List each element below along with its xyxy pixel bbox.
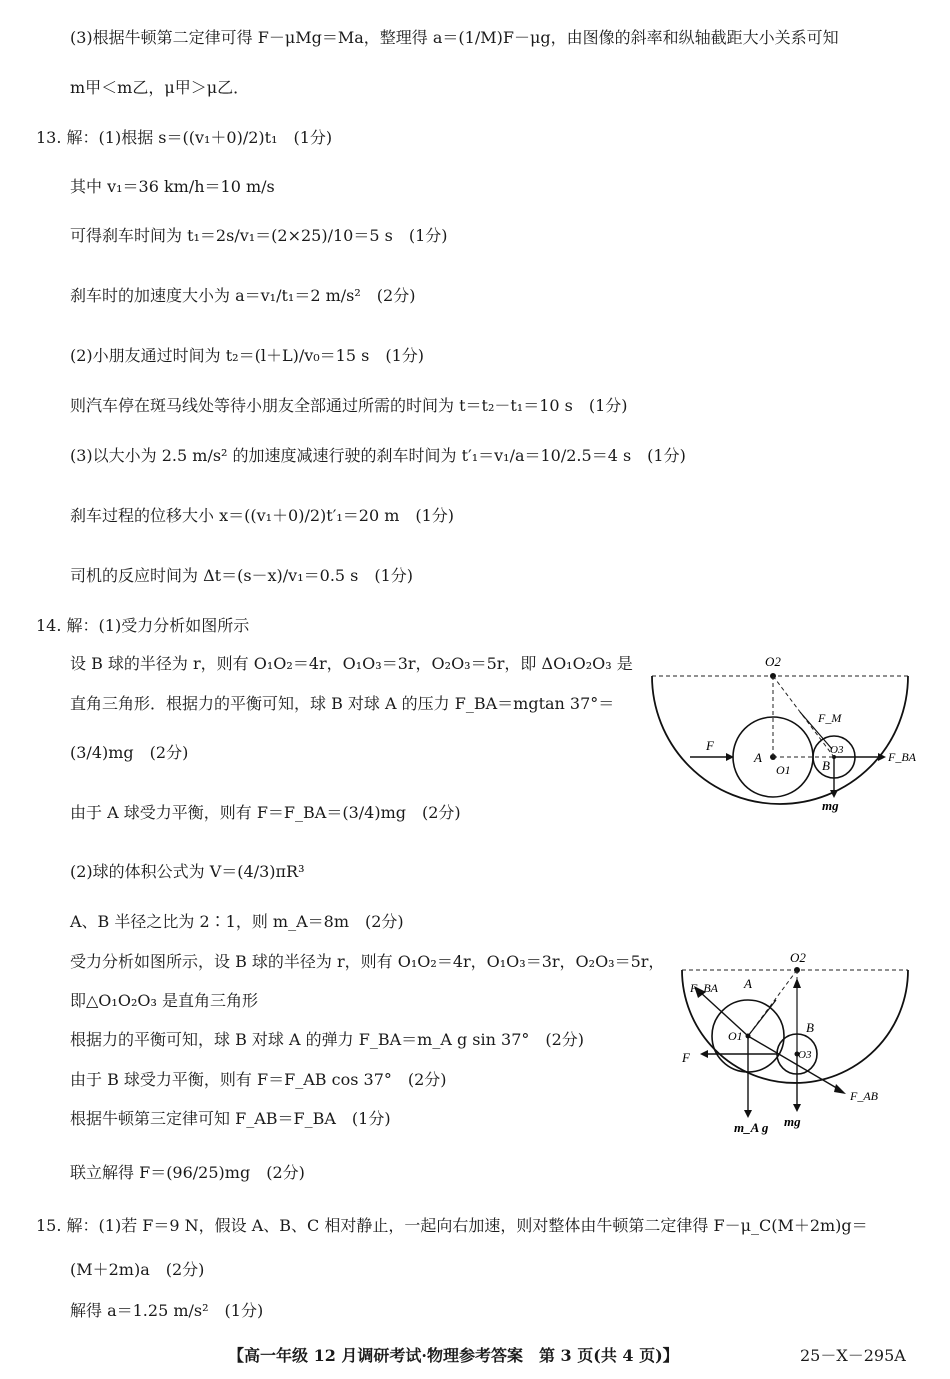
text-line: A、B 半径之比为 2∶1，则 m_A＝8m (2分) xyxy=(70,912,404,931)
label-b: B xyxy=(822,758,830,773)
force-diagram-1 xyxy=(650,652,916,816)
label-mg: mg xyxy=(822,798,839,813)
force-diagram-2 xyxy=(680,948,912,1138)
label-b: B xyxy=(806,1020,814,1035)
text-line: 根据力的平衡可知，球 B 对球 A 的弹力 F_BA＝m_A g sin 37° (2分) xyxy=(70,1030,585,1049)
label-a: A xyxy=(744,976,752,991)
text-line: 其中 v₁＝36 km/h＝10 m/s xyxy=(70,177,275,196)
text-line: (2)球的体积公式为 V＝(4/3)πR³ xyxy=(70,862,305,881)
text-line: 解得 a＝1.25 m/s² (1分) xyxy=(70,1301,264,1320)
text-line: (3)根据牛顿第二定律可得 F－μMg＝Ma，整理得 a＝(1/M)F－μg，由图像的斜率和纵轴截距大小关系可知 xyxy=(70,28,839,47)
label-f: F xyxy=(706,738,714,753)
label-fba: F_BA xyxy=(888,750,916,764)
text-line: (3)以大小为 2.5 m/s² 的加速度减速行驶的刹车时间为 t′₁＝v₁/a＝10/2.5＝4 s (1分) xyxy=(70,446,686,465)
text-line: 14. 解：(1)受力分析如图所示 xyxy=(36,616,250,635)
label-o1: O1 xyxy=(776,763,791,777)
text-line: 受力分析如图所示，设 B 球的半径为 r，则有 O₁O₂＝4r，O₁O₃＝3r，O₂O₃＝5r， xyxy=(70,952,665,971)
label-o2: O2 xyxy=(765,654,781,669)
text-line: (3/4)mg (2分) xyxy=(70,743,189,762)
label-o2: O2 xyxy=(790,950,806,965)
label-fba: F_BA xyxy=(690,981,718,995)
text-line: 刹车过程的位移大小 x＝((v₁＋0)/2)t′₁＝20 m (1分) xyxy=(70,506,455,525)
text-line: m甲＜m乙，μ甲＞μ乙． xyxy=(70,78,250,97)
text-line: (M＋2m)a (2分) xyxy=(70,1260,205,1279)
label-fm: F_M xyxy=(818,711,842,725)
label-mg: mg xyxy=(784,1114,801,1129)
text-line: (2)小朋友通过时间为 t₂＝(l＋L)/v₀＝15 s (1分) xyxy=(70,346,424,365)
text-line: 由于 A 球受力平衡，则有 F＝F_BA＝(3/4)mg (2分) xyxy=(70,803,461,822)
text-line: 直角三角形．根据力的平衡可知，球 B 对球 A 的压力 F_BA＝mgtan 37°＝ xyxy=(70,694,615,713)
text-line: 设 B 球的半径为 r，则有 O₁O₂＝4r，O₁O₃＝3r，O₂O₃＝5r，即 ΔO₁O₂O₃ 是 xyxy=(70,654,633,673)
label-f: F xyxy=(682,1050,690,1065)
text-line: 则汽车停在斑马线处等待小朋友全部通过所需的时间为 t＝t₂－t₁＝10 s (1分) xyxy=(70,396,628,415)
label-a: A xyxy=(754,750,762,765)
text-line: 15. 解：(1)若 F＝9 N，假设 A、B、C 相对静止，一起向右加速，则对整体由牛顿第二定律得 F－μ_C(M＋2m)g＝ xyxy=(36,1216,868,1235)
label-o1: O1 xyxy=(728,1029,743,1043)
label-o3: O3 xyxy=(798,1049,812,1061)
text-line: 根据牛顿第三定律可知 F_AB＝F_BA (1分) xyxy=(70,1109,391,1128)
text-line: 可得刹车时间为 t₁＝2s/v₁＝(2×25)/10＝5 s (1分) xyxy=(70,226,448,245)
text-line: 司机的反应时间为 Δt＝(s－x)/v₁＝0.5 s (1分) xyxy=(70,566,414,585)
page-footer: 【高一年级 12 月调研考试·物理参考答案 第 3 页(共 4 页)】 xyxy=(228,1346,679,1365)
label-mag: m_A g xyxy=(734,1120,769,1135)
text-line: 由于 B 球受力平衡，则有 F＝F_AB cos 37° (2分) xyxy=(70,1070,447,1089)
label-o3: O3 xyxy=(830,744,844,756)
text-line: 刹车时的加速度大小为 a＝v₁/t₁＝2 m/s² (2分) xyxy=(70,286,416,305)
text-line: 即△O₁O₂O₃ 是直角三角形 xyxy=(70,991,258,1010)
text-line: 联立解得 F＝(96/25)mg (2分) xyxy=(70,1163,305,1182)
document-code: 25－X－295A xyxy=(800,1346,906,1365)
text-line: 13. 解：(1)根据 s＝((v₁＋0)/2)t₁ (1分) xyxy=(36,128,333,147)
label-fab: F_AB xyxy=(850,1089,878,1103)
